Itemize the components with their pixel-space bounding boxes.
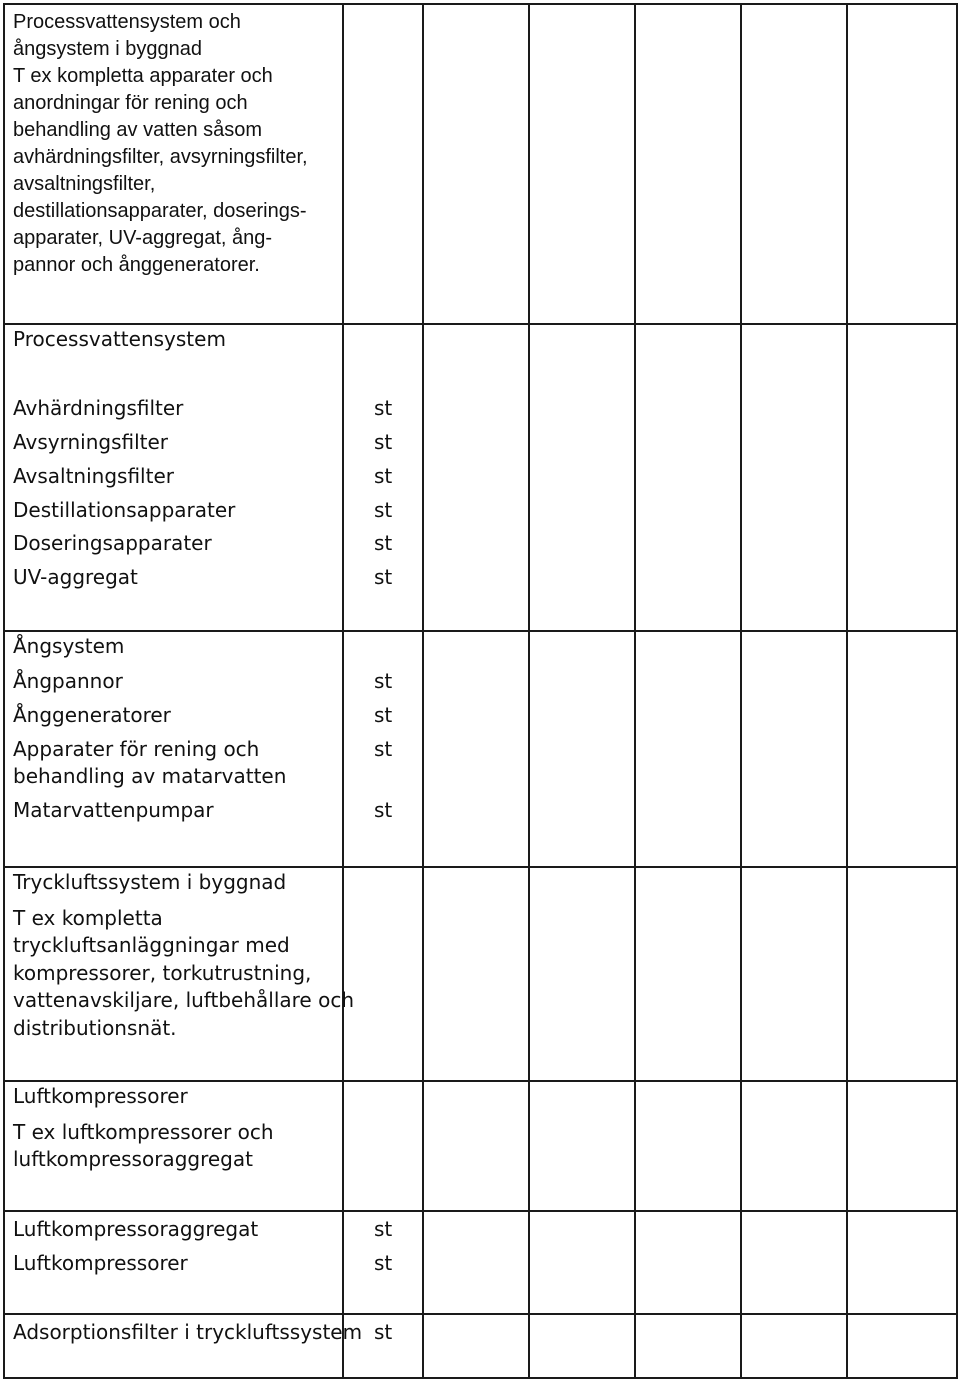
- unit-label: st: [374, 798, 393, 822]
- unit-column: [344, 632, 422, 866]
- unit-label: st: [374, 430, 393, 454]
- list-item: Ånggeneratorer: [13, 703, 171, 727]
- unit-column: [344, 325, 422, 630]
- section-description: Processvattensystem och ångsystem i byggnad T ex kompletta apparater och anordningar för rening och behandling av vatten såsom avhärdningsfilter, avsyrningsfilter, avsaltningsfilter, destillationsapparater, doserings- apparater, UV-aggregat, ång- pannor och ånggeneratorer.: [13, 11, 308, 276]
- list-item: Apparater för rening och: [13, 737, 260, 761]
- unit-column: [344, 1212, 422, 1313]
- list-item: Avsaltningsfilter: [13, 464, 174, 488]
- unit-label: st: [374, 396, 393, 420]
- list-item: Matarvattenpumpar: [13, 798, 214, 822]
- table-row-luftkompressorer-header: Luftkompressorer T ex luftkompressorer och luftkompressoraggregat: [4, 1081, 957, 1211]
- list-item: Avsyrningsfilter: [13, 430, 169, 454]
- list-item: behandling av matarvatten: [13, 764, 287, 788]
- unit-label: st: [374, 565, 393, 589]
- table-row-process-steam-header: [4, 4, 957, 324]
- unit-label: st: [374, 1251, 393, 1275]
- list-item: Doseringsapparater: [13, 531, 212, 555]
- list-item: Ångpannor: [13, 669, 123, 693]
- list-item: Adsorptionsfilter i tryckluftssystem: [13, 1320, 363, 1344]
- unit-label: st: [374, 703, 393, 727]
- table-row-tryckluft-header: Tryckluftssystem i byggnad T ex kompletta tryckluftsanläggningar med kompressorer, torkutrustning, vattenavskiljare, luftbehållare och distributionsnät.: [4, 867, 957, 1081]
- list-item: UV-aggregat: [13, 565, 138, 589]
- unit-label: st: [374, 464, 393, 488]
- unit-label: st: [374, 669, 393, 693]
- table-row-luftkompressorer: [4, 1211, 957, 1314]
- list-item: Destillationsapparater: [13, 498, 236, 522]
- section-title: Ångsystem: [13, 634, 125, 658]
- list-item: Luftkompressoraggregat: [13, 1217, 259, 1241]
- unit-label: st: [374, 498, 393, 522]
- unit-label: st: [374, 1217, 393, 1241]
- table-row-adsorption: [4, 1314, 957, 1378]
- section-title: Processvattensystem: [13, 327, 226, 351]
- list-item: Avhärdningsfilter: [13, 396, 184, 420]
- unit-label: st: [374, 1320, 393, 1344]
- unit-label: st: [374, 737, 393, 761]
- table-row-processvattensystem: [4, 324, 957, 631]
- table-row-angsystem: [4, 631, 957, 867]
- unit-label: st: [374, 531, 393, 555]
- list-item: Luftkompressorer: [13, 1251, 188, 1275]
- unit-column: [344, 1315, 422, 1377]
- schedule-table: [3, 3, 958, 1379]
